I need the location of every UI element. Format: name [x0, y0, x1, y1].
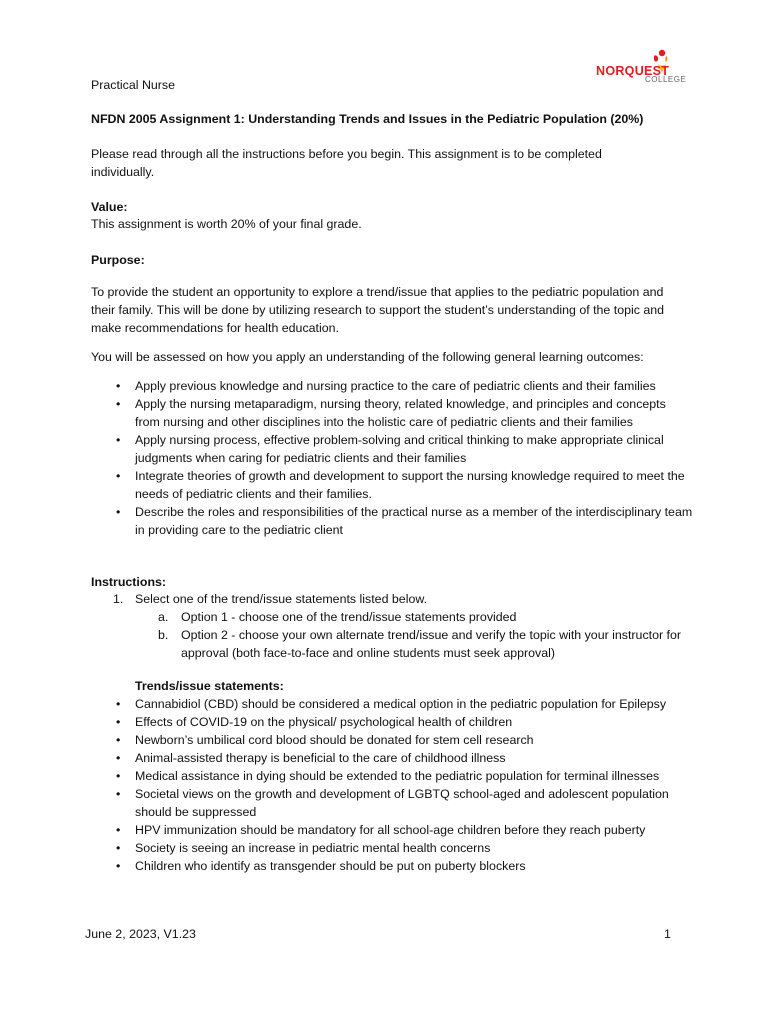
purpose-text: To provide the student an opportunity to explore a trend/issue that applies to the pediatric population and their family. This will be done by utilizing research to support the student’s understanding of the topic and make recommendations for health education.: [91, 285, 665, 335]
trend-item: • Effects of COVID-19 on the physical/ psychological health of children: [113, 713, 693, 731]
outcome-item: • Integrate theories of growth and development to support the nursing knowledge required to meet the needs of pediatric clients and their families.: [113, 467, 693, 503]
intro-text: Please read through all the instructions before you begin. This assignment is to be completed individually.: [91, 147, 602, 179]
outcome-item: • Apply nursing process, effective problem-solving and critical thinking to make appropriate clinical judgments when caring for pediatric clients and their families: [113, 431, 693, 467]
logo-wordmark: NORQUEST: [596, 64, 670, 78]
purpose-heading: Purpose:: [91, 253, 145, 267]
step-text: Select one of the trend/issue statements listed below.: [135, 592, 428, 606]
option-text: Option 1 - choose one of the trend/issue statements provided: [181, 610, 517, 624]
step-number: 1.: [113, 592, 124, 606]
outcome-item: • Describe the roles and responsibilities of the practical nurse as a member of the interdisciplinary team in providing care to the pediatric client: [113, 503, 693, 539]
trend-item: • Cannabidiol (CBD) should be considered a medical option in the pediatric population for Epilepsy: [113, 695, 693, 713]
norquest-logo: [596, 48, 687, 90]
outcome-item: • Apply previous knowledge and nursing practice to the care of pediatric clients and their families: [113, 377, 693, 395]
value-text: This assignment is worth 20% of your final grade.: [91, 217, 362, 231]
trend-item: • Society is seeing an increase in pediatric mental health concerns: [113, 839, 693, 857]
trend-item: • Newborn’s umbilical cord blood should be donated for stem cell research: [113, 731, 693, 749]
value-heading: Value:: [91, 200, 128, 214]
trends-heading: Trends/issue statements:: [135, 679, 284, 693]
trend-item: • Societal views on the growth and development of LGBTQ school-aged and adolescent population should be suppressed: [113, 785, 693, 821]
outcome-item: • Apply the nursing metaparadigm, nursing theory, related knowledge, and principles and concepts from nursing and other disciplines into the holistic care of pediatric clients and their families: [113, 395, 693, 431]
outcomes-intro: You will be assessed on how you apply an understanding of the following general learning outcomes:: [91, 350, 644, 364]
option-text: Option 2 - choose your own alternate trend/issue and verify the topic with your instructor for approval (both face-to-face and online students must seek approval): [181, 628, 682, 660]
instructions-heading: Instructions:: [91, 575, 167, 589]
trend-item: • Medical assistance in dying should be extended to the pediatric population for terminal illnesses: [113, 767, 693, 785]
trend-item: • HPV immunization should be mandatory for all school-age children before they reach puberty: [113, 821, 693, 839]
trends-list: [113, 695, 693, 875]
trend-item: • Animal-assisted therapy is beneficial to the care of childhood illness: [113, 749, 693, 767]
option-letter: b.: [158, 628, 169, 642]
option-letter: a.: [158, 610, 169, 624]
learning-outcomes-list: [113, 377, 693, 539]
program-name: Practical Nurse: [91, 78, 176, 92]
footer-date: June 2, 2023, V1.23: [85, 927, 196, 941]
logo-subtext: COLLEGE: [645, 75, 687, 84]
assignment-title: NFDN 2005 Assignment 1: Understanding Trends and Issues in the Pediatric Population (20%): [91, 112, 644, 126]
page-number: 1: [664, 927, 671, 941]
trend-item: • Children who identify as transgender should be put on puberty blockers: [113, 857, 693, 875]
